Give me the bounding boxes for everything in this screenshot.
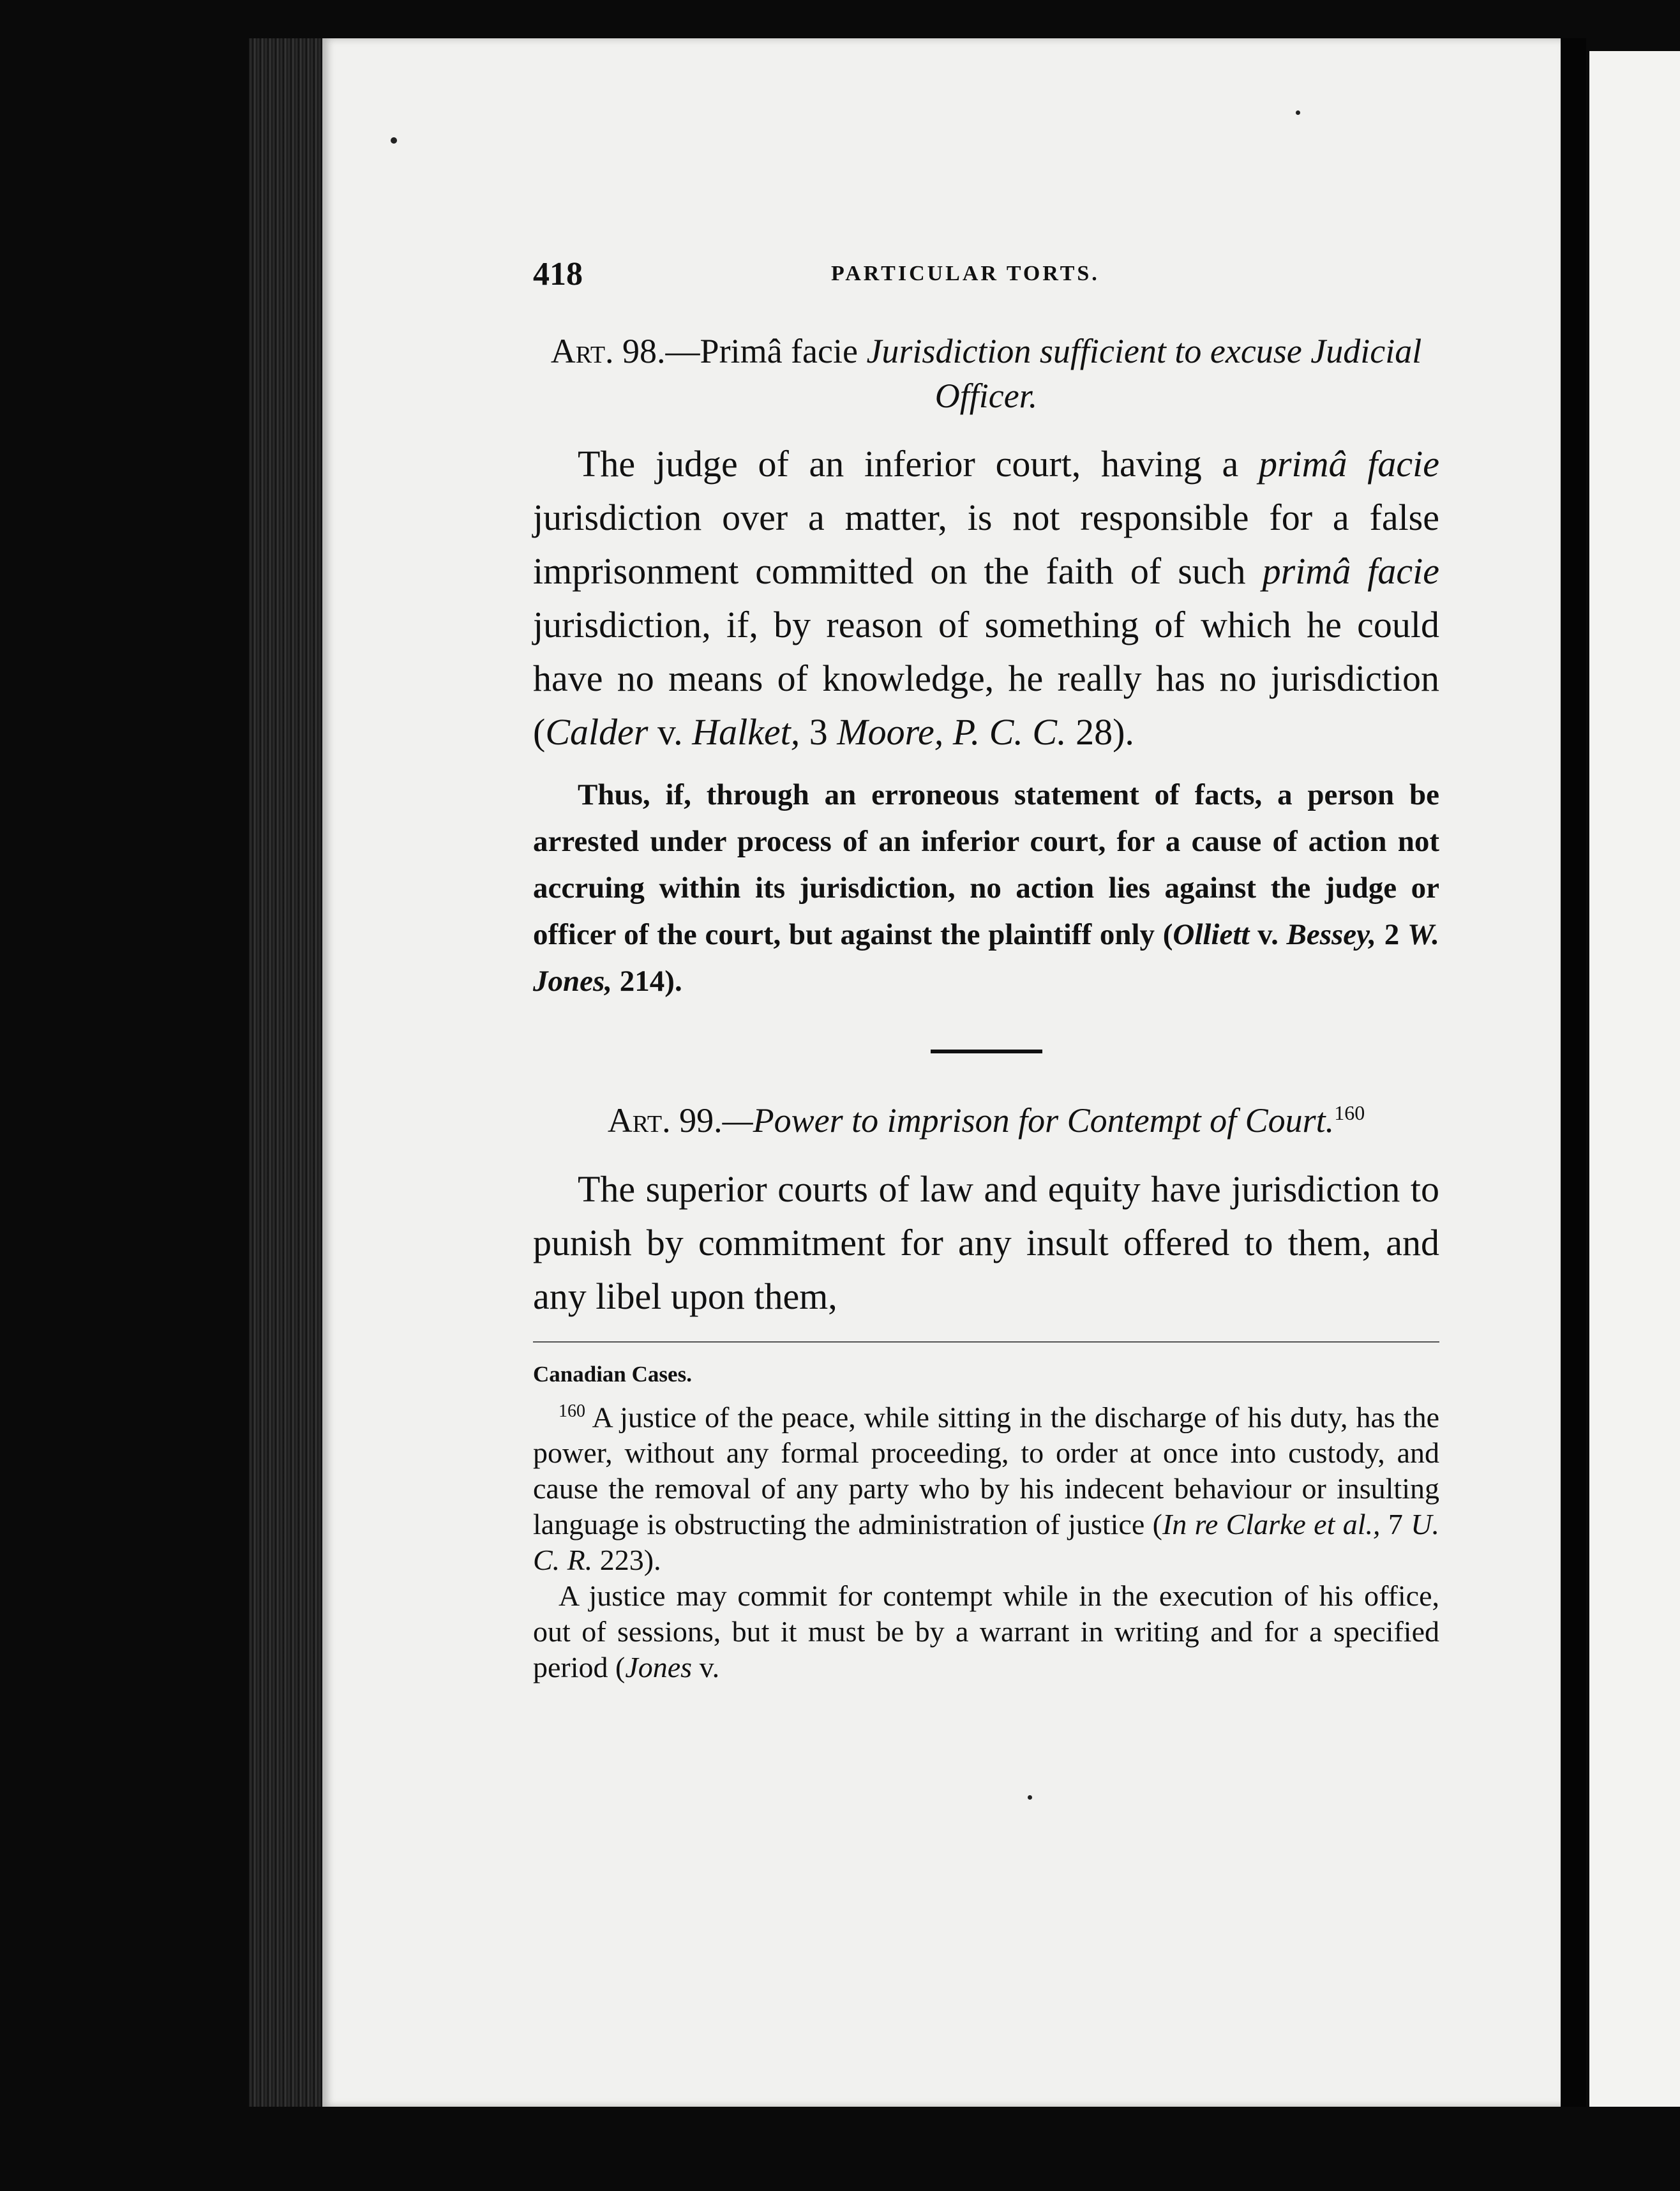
text-run: jurisdiction, if, by reason of something of which he could have no means of knowledge, he really has no jurisdiction ( xyxy=(533,604,1439,753)
page-gutter xyxy=(1561,38,1586,2107)
article-title-roman: —Primâ facie xyxy=(665,332,867,370)
italic-run: primâ facie xyxy=(1258,443,1439,485)
text-run: v. xyxy=(648,711,693,753)
case-name: In re Clarke et al., xyxy=(1162,1507,1381,1540)
text-run: v. xyxy=(1249,918,1287,952)
running-head xyxy=(533,255,1439,300)
text-run: A justice of the peace, while sitting in the discharge of his duty, has the power, without any formal proceeding, to order at once into custody, and cause the removal of any party who by his indecent behaviour or insulting language is obstructing the administration of justice ( xyxy=(533,1400,1439,1540)
text-run: 223). xyxy=(592,1543,661,1576)
article-98-illustration xyxy=(533,772,1439,1005)
article-99-heading xyxy=(533,1098,1439,1143)
article-label: Art. 99. xyxy=(607,1101,723,1140)
book-spine xyxy=(249,38,326,2107)
article-title-italic: —Power to imprison for Contempt of Court. xyxy=(722,1101,1335,1140)
case-name: Calder xyxy=(545,711,649,753)
article-title-italic: Jurisdiction sufficient to excuse Judicial Officer. xyxy=(866,332,1422,416)
speck xyxy=(1296,110,1300,115)
text-run: 2 xyxy=(1376,918,1407,952)
text-run: The judge of an inferior court, having a xyxy=(578,443,1259,485)
footnote-rule xyxy=(533,1341,1439,1343)
footnote-160 xyxy=(533,1394,1439,1578)
footnote-heading: Canadian Cases. xyxy=(533,1361,692,1387)
case-name: Jones xyxy=(625,1650,693,1683)
italic-run: primâ facie xyxy=(1262,550,1439,592)
article-98-rule xyxy=(533,437,1439,759)
facing-page-edge xyxy=(1589,51,1680,2107)
text-run: The superior courts of law and equity have jurisdiction to punish by commitment for any insult offered to them, and any libel upon them, xyxy=(533,1168,1439,1317)
text-run: v. xyxy=(692,1650,720,1683)
text-run: 28). xyxy=(1066,711,1134,753)
report-citation: W. Jones, xyxy=(533,918,1439,998)
text-run: 3 xyxy=(800,711,837,753)
footnote-number: 160 xyxy=(559,1401,585,1421)
report-citation: U. C. R. xyxy=(533,1507,1440,1576)
footnote-continuation xyxy=(533,1578,1439,1685)
text-run: A justice may commit for contempt while in the execution of his office, out of sessions, but it must be by a warrant in writing and for a specified period ( xyxy=(533,1579,1439,1683)
report-citation: Moore, P. C. C. xyxy=(837,711,1067,753)
case-name: Bessey, xyxy=(1286,918,1377,952)
text-run: Thus, if, through an erroneous statement of facts, a person be arrested under process of an inferior court, for a cause of action not accruing within its jurisdiction, no action lies against the judge or officer of the court, but against the plaintiff only ( xyxy=(533,778,1439,952)
text-run: 214). xyxy=(612,965,682,998)
text-run: 7 xyxy=(1380,1507,1411,1540)
footnote-marker: 160 xyxy=(1334,1101,1365,1125)
speck xyxy=(391,137,397,144)
page-text xyxy=(533,255,1439,1685)
case-name: Halket, xyxy=(692,711,800,753)
article-label: Art. 98. xyxy=(550,332,666,370)
section-divider xyxy=(931,1050,1042,1053)
case-name: Olliett xyxy=(1173,918,1250,952)
page-number: 418 xyxy=(533,256,583,292)
running-title: PARTICULAR TORTS. xyxy=(831,262,1100,285)
article-98-heading xyxy=(533,329,1439,418)
text-run: jurisdiction over a matter, is not responsible for a false imprisonment committed on the faith of such xyxy=(533,497,1439,592)
article-99-rule xyxy=(533,1163,1439,1323)
speck xyxy=(1028,1795,1032,1800)
